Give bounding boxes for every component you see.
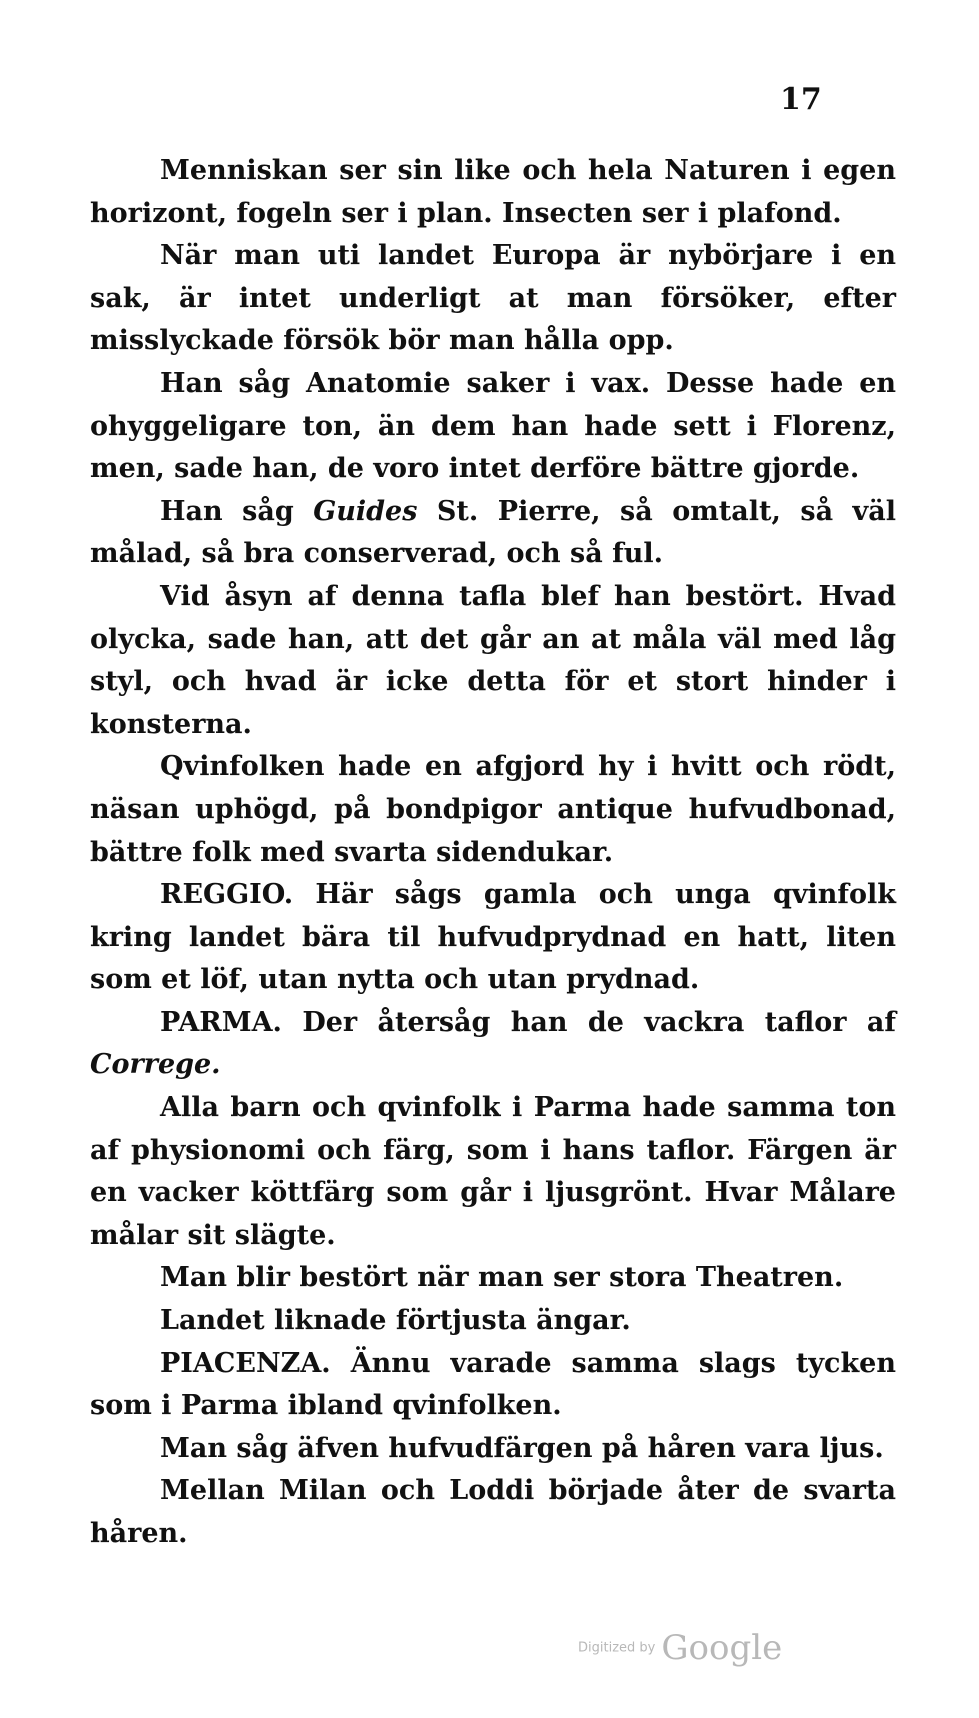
paragraph: Man blir bestört när man ser stora Theatren. — [160, 1262, 844, 1294]
paragraph: Mellan Milan och Loddi började åter de svarta håren. — [90, 1475, 896, 1549]
paragraph: Vid åsyn af denna tafla blef han bestört. Hvad olycka, sade han, att det går an at måla väl med låg styl, och hvad är icke detta för et stort hinder i konsterna. — [90, 580, 896, 740]
paragraph: Qvinfolken hade en afgjord hy i hvitt och rödt, näsan uphögd, på bondpigor antique hufvudbonad, bättre folk med svarta sidendukar. — [90, 751, 896, 868]
paragraph: Landet liknade förtjusta ängar. — [160, 1305, 631, 1337]
paragraph: REGGIO. Här sågs gamla och unga qvinfolk kring landet bära til hufvudprydnad en hatt, liten som et löf, utan nytta och utan prydnad. — [90, 879, 896, 996]
italic-name: Guides — [313, 495, 418, 527]
page-text — [90, 150, 896, 1556]
paragraph: När man uti landet Europa är nybörjare i en sak, är intet underligt at man försöker, efter misslyckade försök bör man hålla opp. — [90, 240, 896, 357]
paragraph: PARMA. Der återsåg han de vackra taflor af Correge. — [90, 1006, 896, 1081]
digitized-by-google-watermark — [578, 1628, 782, 1668]
paragraph: PIACENZA. Ännu varade samma slags tycken som i Parma ibland qvinfolken. — [90, 1347, 896, 1422]
paragraph: Han såg Anatomie saker i vax. Desse hade en ohyggeligare ton, än dem han hade sett i Florenz, men, sade han, de voro intet derföre bättre gjorde. — [90, 367, 896, 485]
paragraph: Alla barn och qvinfolk i Parma hade samma ton af physionomi och färg, som i hans taflor. Färgen är en vacker köttfärg som går i ljusgrönt. Hvar Målare målar sit slägte. — [90, 1092, 896, 1251]
page-number: 17 — [780, 82, 822, 117]
watermark-prefix: Digitized by — [578, 1640, 656, 1656]
paragraph: Menniskan ser sin like och hela Naturen i egen horizont, fogeln ser i plan. Insecten ser i plafond. — [90, 155, 896, 229]
italic-name: Correge. — [90, 1049, 221, 1081]
paragraph: Man såg äfven hufvudfärgen på håren vara ljus. — [160, 1432, 884, 1464]
paragraph: Han såg Guides St. Pierre, så omtalt, så väl målad, så bra conserverad, och så ful. — [90, 495, 896, 570]
google-logo: Google — [661, 1628, 783, 1668]
